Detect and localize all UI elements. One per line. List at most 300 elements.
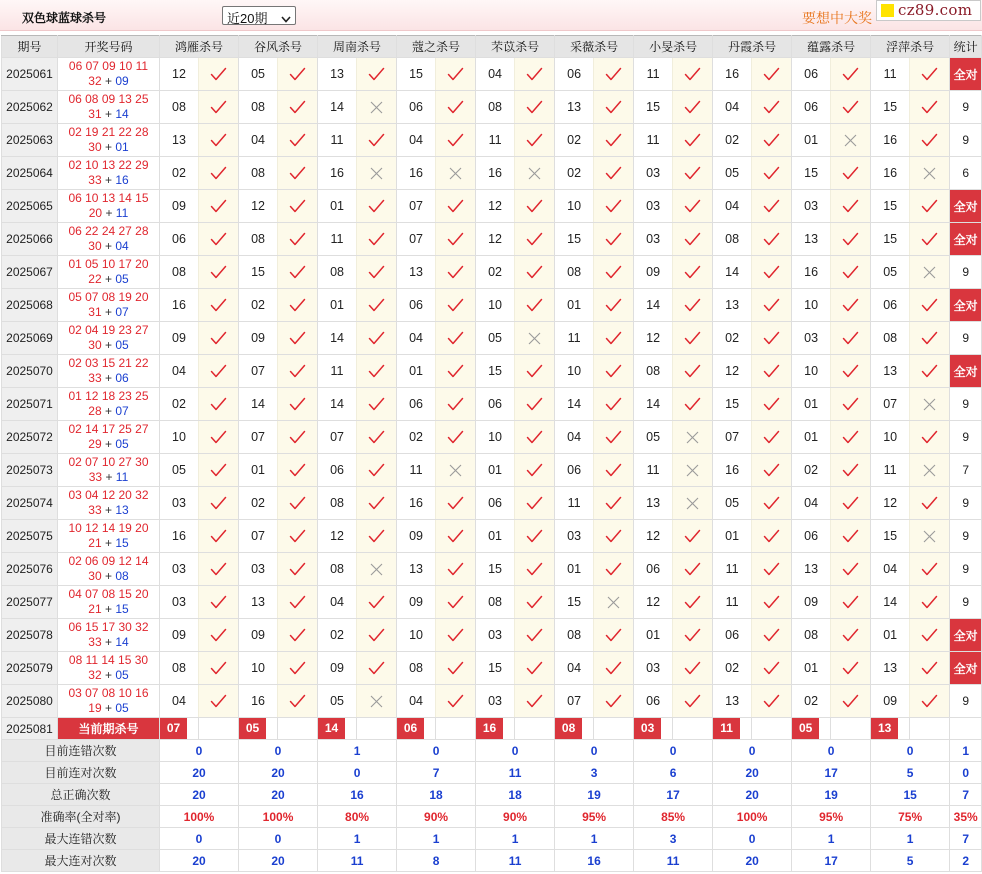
check-icon <box>763 67 780 82</box>
check-icon <box>921 67 938 82</box>
stat-cell: 9 <box>950 421 982 454</box>
header-row <box>2 36 982 58</box>
current-period-row <box>2 718 982 740</box>
kill-number-cell: 03 <box>160 586 199 619</box>
plus-sign: + <box>104 602 112 616</box>
period-cell: 2025072 <box>2 421 58 454</box>
check-icon <box>289 199 306 214</box>
cross-icon <box>370 695 383 708</box>
kill-number-cell: 09 <box>792 586 831 619</box>
result-mark-cell <box>594 322 634 355</box>
result-mark-cell <box>278 58 318 91</box>
check-icon <box>368 298 385 313</box>
stat-cell-perfect: 全对 <box>950 223 982 256</box>
kill-number-cell: 08 <box>239 157 278 190</box>
kill-number-cell: 11 <box>634 454 673 487</box>
result-mark-cell <box>199 289 239 322</box>
summary-value: 0 <box>476 740 555 762</box>
result-mark-cell <box>594 454 634 487</box>
check-icon <box>684 661 701 676</box>
kill-number-cell: 15 <box>476 652 515 685</box>
red-balls: 02 06 09 12 14 <box>68 554 149 568</box>
result-mark-cell <box>831 289 871 322</box>
result-mark-cell <box>910 355 950 388</box>
red-balls: 02 10 13 22 29 <box>68 158 149 172</box>
stat-cell: 9 <box>950 91 982 124</box>
check-icon <box>447 100 464 115</box>
summary-value: 0 <box>160 828 239 850</box>
result-mark-cell <box>673 454 713 487</box>
result-mark-cell <box>673 355 713 388</box>
result-mark-cell <box>436 289 476 322</box>
result-mark-cell <box>752 685 792 718</box>
kill-number-cell: 04 <box>318 586 357 619</box>
summary-value: 20 <box>713 762 792 784</box>
kill-number-cell: 16 <box>871 124 910 157</box>
check-icon <box>210 67 227 82</box>
result-mark-cell <box>910 685 950 718</box>
table-row <box>2 91 982 124</box>
check-icon <box>684 298 701 313</box>
summary-value: 1 <box>871 828 950 850</box>
red-ball-6: 29 <box>88 437 102 451</box>
check-icon <box>684 331 701 346</box>
stat-cell-perfect: 全对 <box>950 58 982 91</box>
check-icon <box>684 364 701 379</box>
kill-number-cell: 11 <box>871 454 910 487</box>
check-icon <box>368 430 385 445</box>
summary-value: 0 <box>555 740 634 762</box>
result-mark-cell <box>515 586 555 619</box>
current-kill-spacer <box>673 718 713 740</box>
result-mark-cell <box>357 619 397 652</box>
check-icon <box>526 100 543 115</box>
check-icon <box>763 298 780 313</box>
result-mark-cell <box>357 124 397 157</box>
kill-number-cell: 14 <box>871 586 910 619</box>
result-mark-cell <box>673 58 713 91</box>
result-mark-cell <box>594 586 634 619</box>
plus-sign: + <box>104 173 112 187</box>
kill-number-cell: 08 <box>713 223 752 256</box>
check-icon <box>447 529 464 544</box>
draw-line-2 <box>58 305 159 320</box>
red-balls: 02 07 10 27 30 <box>68 455 149 469</box>
check-icon <box>921 298 938 313</box>
result-mark-cell <box>278 190 318 223</box>
cross-icon <box>844 134 857 147</box>
current-kill-cell <box>871 718 910 740</box>
result-mark-cell <box>515 157 555 190</box>
result-mark-cell <box>278 157 318 190</box>
kill-number-cell: 16 <box>792 256 831 289</box>
cross-icon <box>528 167 541 180</box>
column-header-expert: 采薇杀号 <box>555 36 634 58</box>
draw-line-2 <box>58 668 159 683</box>
blue-ball: 05 <box>115 338 129 352</box>
kill-number-cell: 03 <box>239 553 278 586</box>
table-row <box>2 652 982 685</box>
kill-number-cell: 01 <box>792 421 831 454</box>
summary-value: 15 <box>871 784 950 806</box>
result-mark-cell <box>831 355 871 388</box>
result-mark-cell <box>357 58 397 91</box>
check-icon <box>684 397 701 412</box>
check-icon <box>526 430 543 445</box>
check-icon <box>526 529 543 544</box>
check-icon <box>763 463 780 478</box>
result-mark-cell <box>910 652 950 685</box>
result-mark-cell <box>199 421 239 454</box>
current-kill-cell <box>318 718 357 740</box>
kill-number-cell: 03 <box>476 685 515 718</box>
check-icon <box>842 661 859 676</box>
check-icon <box>210 199 227 214</box>
kill-number-cell: 05 <box>871 256 910 289</box>
result-mark-cell <box>594 553 634 586</box>
site-logo[interactable] <box>876 0 981 21</box>
draw-numbers-cell <box>58 388 160 421</box>
result-mark-cell <box>910 256 950 289</box>
kill-number-cell: 14 <box>318 388 357 421</box>
draw-numbers-cell <box>58 421 160 454</box>
result-mark-cell <box>752 421 792 454</box>
kill-number-cell: 04 <box>713 91 752 124</box>
kill-number-cell: 01 <box>792 652 831 685</box>
result-mark-cell <box>199 487 239 520</box>
table-row <box>2 190 982 223</box>
check-icon <box>447 595 464 610</box>
summary-label: 目前连错次数 <box>2 740 160 762</box>
kill-number-cell: 07 <box>239 355 278 388</box>
draw-numbers-cell <box>58 91 160 124</box>
check-icon <box>210 232 227 247</box>
result-mark-cell <box>752 256 792 289</box>
blue-ball: 15 <box>115 536 129 550</box>
plus-sign: + <box>105 206 113 220</box>
kill-number-cell: 11 <box>634 124 673 157</box>
check-icon <box>210 496 227 511</box>
result-mark-cell <box>357 322 397 355</box>
kill-number-cell: 06 <box>871 289 910 322</box>
red-ball-6: 30 <box>88 569 102 583</box>
red-ball-6: 30 <box>88 239 102 253</box>
check-icon <box>526 397 543 412</box>
check-icon <box>368 199 385 214</box>
summary-value: 1 <box>792 828 871 850</box>
table-row <box>2 289 982 322</box>
period-range-select[interactable] <box>222 6 296 25</box>
kill-number-cell: 16 <box>239 685 278 718</box>
check-icon <box>684 100 701 115</box>
result-mark-cell <box>752 487 792 520</box>
kill-number-cell: 10 <box>555 190 594 223</box>
plus-sign: + <box>104 437 112 451</box>
check-icon <box>210 331 227 346</box>
kill-number-cell: 06 <box>397 388 436 421</box>
kill-number-cell: 01 <box>397 355 436 388</box>
result-mark-cell <box>357 157 397 190</box>
kill-number-cell: 08 <box>476 586 515 619</box>
check-icon <box>921 628 938 643</box>
kill-number-cell: 14 <box>634 388 673 421</box>
check-icon <box>763 628 780 643</box>
result-mark-cell <box>357 355 397 388</box>
check-icon <box>684 562 701 577</box>
result-mark-cell <box>831 388 871 421</box>
kill-number-cell: 09 <box>397 520 436 553</box>
kill-number-cell: 02 <box>239 289 278 322</box>
kill-number-cell: 06 <box>397 91 436 124</box>
kill-number-cell: 09 <box>160 619 199 652</box>
result-mark-cell <box>752 58 792 91</box>
result-mark-cell <box>199 91 239 124</box>
summary-value: 17 <box>792 762 871 784</box>
kill-number-cell: 10 <box>871 421 910 454</box>
result-mark-cell <box>673 190 713 223</box>
kill-number-cell: 07 <box>555 685 594 718</box>
kill-number-cell: 07 <box>239 421 278 454</box>
cross-icon <box>528 332 541 345</box>
check-icon <box>210 100 227 115</box>
check-icon <box>605 496 622 511</box>
summary-value: 1 <box>397 828 476 850</box>
summary-value: 1 <box>318 828 397 850</box>
result-mark-cell <box>278 355 318 388</box>
table-row <box>2 487 982 520</box>
result-mark-cell <box>515 553 555 586</box>
current-kill-number: 07 <box>160 718 187 739</box>
blue-ball: 11 <box>115 206 129 220</box>
summary-row <box>2 806 982 828</box>
summary-value: 85% <box>634 806 713 828</box>
result-mark-cell <box>515 487 555 520</box>
result-mark-cell <box>831 520 871 553</box>
kill-number-cell: 02 <box>713 322 752 355</box>
result-mark-cell <box>278 619 318 652</box>
red-ball-6: 32 <box>88 668 102 682</box>
summary-label: 最大连错次数 <box>2 828 160 850</box>
result-mark-cell <box>594 619 634 652</box>
draw-numbers-cell <box>58 223 160 256</box>
check-icon <box>605 133 622 148</box>
check-icon <box>526 298 543 313</box>
kill-number-cell: 12 <box>476 223 515 256</box>
current-kill-spacer <box>831 718 871 740</box>
stat-cell-perfect: 全对 <box>950 355 982 388</box>
result-mark-cell <box>436 58 476 91</box>
current-kill-spacer <box>436 718 476 740</box>
kill-number-cell: 02 <box>713 652 752 685</box>
result-mark-cell <box>594 520 634 553</box>
kill-number-cell: 16 <box>318 157 357 190</box>
draw-line-2 <box>58 206 159 221</box>
check-icon <box>842 496 859 511</box>
result-mark-cell <box>752 124 792 157</box>
result-mark-cell <box>752 223 792 256</box>
kill-number-cell: 06 <box>160 223 199 256</box>
kill-number-cell: 04 <box>713 190 752 223</box>
cross-icon <box>370 563 383 576</box>
summary-value: 11 <box>476 762 555 784</box>
check-icon <box>842 529 859 544</box>
table-body <box>2 58 982 872</box>
result-mark-cell <box>831 223 871 256</box>
check-icon <box>289 265 306 280</box>
period-cell: 2025067 <box>2 256 58 289</box>
check-icon <box>447 628 464 643</box>
kill-number-cell: 15 <box>555 586 594 619</box>
kill-number-cell: 01 <box>555 553 594 586</box>
plus-sign: + <box>104 404 112 418</box>
result-mark-cell <box>910 421 950 454</box>
kill-number-cell: 03 <box>634 223 673 256</box>
kill-number-cell: 13 <box>555 91 594 124</box>
promo-link[interactable]: 要想中大奖 <box>802 10 872 26</box>
result-mark-cell <box>910 190 950 223</box>
result-mark-cell <box>199 388 239 421</box>
blue-ball: 14 <box>115 635 129 649</box>
kill-number-cell: 01 <box>713 520 752 553</box>
result-mark-cell <box>594 685 634 718</box>
result-mark-cell <box>752 652 792 685</box>
summary-row <box>2 828 982 850</box>
kill-number-cell: 02 <box>318 619 357 652</box>
kill-number-cell: 09 <box>634 256 673 289</box>
check-icon <box>368 397 385 412</box>
result-mark-cell <box>278 322 318 355</box>
check-icon <box>289 529 306 544</box>
result-mark-cell <box>357 685 397 718</box>
check-icon <box>605 397 622 412</box>
summary-value: 5 <box>871 850 950 872</box>
blue-ball: 05 <box>115 701 129 715</box>
red-balls: 01 05 10 17 20 <box>68 257 149 271</box>
period-cell: 2025066 <box>2 223 58 256</box>
kill-number-cell: 08 <box>160 652 199 685</box>
column-header-expert: 蕴露杀号 <box>792 36 871 58</box>
kill-number-cell: 06 <box>397 289 436 322</box>
cross-icon <box>923 464 936 477</box>
kill-number-cell: 04 <box>239 124 278 157</box>
result-mark-cell <box>278 388 318 421</box>
result-mark-cell <box>278 652 318 685</box>
top-bar <box>0 0 982 31</box>
result-mark-cell <box>752 355 792 388</box>
result-mark-cell <box>673 256 713 289</box>
result-mark-cell <box>673 421 713 454</box>
stat-cell <box>950 718 982 740</box>
kill-number-cell: 10 <box>792 355 831 388</box>
result-mark-cell <box>278 685 318 718</box>
red-ball-6: 33 <box>88 371 102 385</box>
current-kill-cell <box>555 718 594 740</box>
check-icon <box>605 199 622 214</box>
stat-cell: 9 <box>950 553 982 586</box>
table-row <box>2 619 982 652</box>
column-header-expert: 丹霞杀号 <box>713 36 792 58</box>
check-icon <box>289 694 306 709</box>
kill-number-cell: 01 <box>792 124 831 157</box>
column-header-expert: 蔻之杀号 <box>397 36 476 58</box>
check-icon <box>763 661 780 676</box>
red-ball-6: 33 <box>88 635 102 649</box>
red-balls: 06 15 17 30 32 <box>68 620 149 634</box>
red-ball-6: 20 <box>88 206 103 220</box>
result-mark-cell <box>673 553 713 586</box>
check-icon <box>763 562 780 577</box>
check-icon <box>921 199 938 214</box>
check-icon <box>763 694 780 709</box>
draw-line-2 <box>58 602 159 617</box>
kill-number-cell: 06 <box>318 454 357 487</box>
kill-number-cell: 14 <box>318 322 357 355</box>
summary-value: 3 <box>555 762 634 784</box>
kill-number-cell: 15 <box>792 157 831 190</box>
column-header-expert: 谷风杀号 <box>239 36 318 58</box>
kill-number-cell: 01 <box>476 454 515 487</box>
column-header-draw: 开奖号码 <box>58 36 160 58</box>
kill-number-cell: 05 <box>634 421 673 454</box>
result-mark-cell <box>910 322 950 355</box>
red-ball-6: 30 <box>88 140 102 154</box>
column-header-expert: 鸿雁杀号 <box>160 36 239 58</box>
result-mark-cell <box>831 91 871 124</box>
check-icon <box>289 67 306 82</box>
draw-line-2 <box>58 503 159 518</box>
kill-number-cell: 03 <box>555 520 594 553</box>
kill-number-cell: 08 <box>397 652 436 685</box>
kill-number-cell: 12 <box>871 487 910 520</box>
summary-label: 总正确次数 <box>2 784 160 806</box>
check-icon <box>763 496 780 511</box>
kill-number-cell: 13 <box>318 58 357 91</box>
result-mark-cell <box>436 652 476 685</box>
kill-number-cell: 09 <box>239 619 278 652</box>
summary-stat: 7 <box>950 828 982 850</box>
result-mark-cell <box>752 157 792 190</box>
kill-number-cell: 13 <box>871 355 910 388</box>
check-icon <box>210 529 227 544</box>
kill-number-cell: 16 <box>871 157 910 190</box>
table-row <box>2 256 982 289</box>
kill-number-cell: 12 <box>476 190 515 223</box>
result-mark-cell <box>831 58 871 91</box>
plus-sign: + <box>104 272 112 286</box>
kill-number-cell: 06 <box>792 58 831 91</box>
check-icon <box>842 166 859 181</box>
stat-cell: 9 <box>950 124 982 157</box>
result-mark-cell <box>436 322 476 355</box>
plus-sign: + <box>104 536 112 550</box>
period-cell: 2025075 <box>2 520 58 553</box>
current-kill-spacer <box>752 718 792 740</box>
kill-number-cell: 10 <box>239 652 278 685</box>
current-kill-cell <box>397 718 436 740</box>
table-row <box>2 685 982 718</box>
check-icon <box>605 463 622 478</box>
draw-line-2 <box>58 635 159 650</box>
summary-value: 0 <box>397 740 476 762</box>
kill-number-cell: 01 <box>792 388 831 421</box>
red-balls: 06 07 09 10 11 <box>68 59 149 73</box>
check-icon <box>921 232 938 247</box>
result-mark-cell <box>752 619 792 652</box>
table-row <box>2 553 982 586</box>
draw-line-2 <box>58 74 159 89</box>
summary-label: 目前连对次数 <box>2 762 160 784</box>
stat-cell: 6 <box>950 157 982 190</box>
